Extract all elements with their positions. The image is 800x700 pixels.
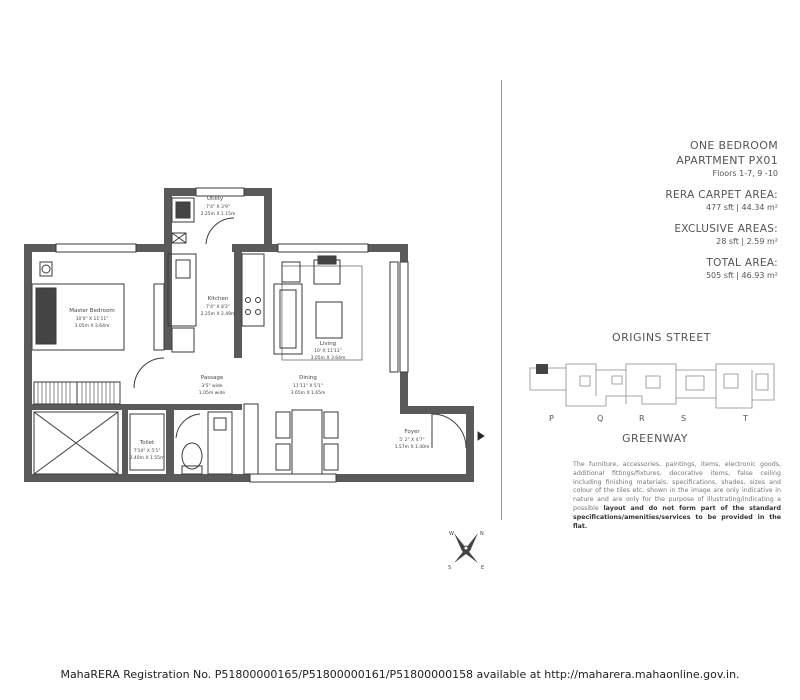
- sofa: [274, 284, 302, 354]
- wall-wash-top: [172, 404, 242, 410]
- wc: [182, 443, 202, 469]
- disclaimer: [573, 461, 781, 531]
- apartment-floors: Floors 1-7, 9 -10: [712, 169, 778, 178]
- compass-e: E: [481, 565, 485, 571]
- kitchen-imperial: 7'4" X 8'2": [205, 305, 231, 310]
- vertical-divider: [501, 80, 502, 520]
- bed-pillows: [36, 288, 56, 344]
- wash-basin: [214, 418, 226, 430]
- utility-duct-cross: [172, 233, 186, 243]
- street-bottom: GREENWAY: [622, 432, 688, 445]
- wall-foyer-right: [466, 406, 474, 482]
- disclaimer-bold: layout and do not form part of the standard specifications/amenities/services to be provided in the flat.: [573, 504, 781, 530]
- dining-chair-4: [324, 444, 338, 470]
- compass-n: N: [480, 531, 484, 537]
- apartment-type-line1: ONE BEDROOM: [689, 139, 778, 152]
- bedroom-name: Master Bedroom: [69, 308, 115, 314]
- wing-q: Q: [597, 414, 604, 423]
- burner-2: [256, 298, 261, 303]
- utility-name: Utility: [206, 196, 224, 202]
- window-utility: [196, 188, 244, 196]
- wc-tank: [182, 466, 202, 474]
- wing-r: R: [639, 414, 645, 423]
- rera-footer: MahaRERA Registration No. P51800000165/P51800000161/P51800000158 available at http://maharera.mahaonline.gov.in.: [60, 668, 740, 681]
- wall-toilet-left: [122, 410, 128, 480]
- wall-kitchen-right: [234, 244, 242, 358]
- passage-imperial: 3'5" wide: [201, 384, 223, 389]
- wall-utility-right: [264, 188, 272, 252]
- window-living: [278, 244, 368, 252]
- wall-utility-left: [164, 188, 172, 252]
- living-name: Living: [319, 341, 337, 347]
- passage-name: Passage: [200, 375, 224, 381]
- window-right: [400, 262, 408, 372]
- main-door-swing: [432, 414, 466, 448]
- dining-chair-3: [324, 412, 338, 438]
- wall-toilet-right: [166, 404, 174, 480]
- sofa-cushion: [280, 290, 296, 348]
- side-table: [282, 262, 300, 282]
- dining-table: [292, 410, 322, 474]
- utility-door-swing: [206, 218, 234, 244]
- dining-chair-1: [276, 412, 290, 438]
- toilet-metric: 2.40m X 1.55m: [129, 456, 165, 461]
- utility-metric: 2.25m X 1.15m: [200, 212, 236, 217]
- wing-t: T: [743, 414, 748, 423]
- window-bedroom: [56, 244, 136, 252]
- window-dining: [250, 474, 336, 482]
- armchair-back: [318, 256, 336, 264]
- px01-location-marker: [536, 364, 548, 374]
- compass-s: S: [448, 565, 452, 571]
- bedroom-tv-unit: [154, 284, 164, 350]
- total-value: 505 sft | 46.93 m²: [705, 271, 778, 280]
- toilet-door-swing: [176, 414, 200, 438]
- exclusive-value: 28 sft | 2.59 m²: [716, 237, 778, 246]
- apartment-type-line2: APARTMENT PX01: [676, 154, 778, 167]
- dining-metric: 3.65m X 1.65m: [290, 391, 326, 396]
- passage-cabinet: [244, 404, 258, 474]
- passage-metric: 1.05m wide: [198, 391, 226, 396]
- bedroom-metric: 3.05m X 3.64m: [74, 324, 110, 329]
- shower-cross: [34, 412, 118, 474]
- foyer-name: Foyer: [404, 429, 420, 435]
- exclusive-label: EXCLUSIVE AREAS:: [674, 223, 778, 235]
- burner-3: [246, 310, 251, 315]
- foyer-metric: 1.57m X 1.40m: [394, 445, 430, 450]
- toilet-imperial: 7'10" X 5'1": [133, 449, 161, 454]
- compass-w: W: [449, 531, 454, 537]
- wardrobe-hangers: [38, 382, 114, 404]
- living-imperial: 10' X 11'11": [314, 349, 342, 354]
- utility-imperial: 7'4" X 3'9": [205, 205, 231, 210]
- bedroom-door-swing: [134, 358, 164, 388]
- washing-machine-drum: [176, 202, 190, 218]
- rera-carpet-value: 477 sft | 44.34 m²: [705, 203, 778, 212]
- disclaimer-regular: The furniture, accessories, paintings, items, electronic goods, additional fittings/fixtures, decorative items, false ceiling including finishing materials, specifications, shades, sizes and colour of the tiles etc. shown in the image are only indicative in nature and are only for the purpose of illustrating/indicating a possible: [573, 461, 781, 512]
- foyer-imperial: 5' 2" X 4'7": [399, 438, 425, 443]
- kitchen-name: Kitchen: [207, 296, 229, 302]
- living-metric: 3.05m X 3.64m: [310, 356, 346, 361]
- wing-s: S: [681, 414, 687, 423]
- entry-arrow-icon: [478, 432, 484, 440]
- living-tv-unit: [390, 262, 398, 372]
- kitchen-sink: [176, 260, 190, 278]
- burner-4: [256, 310, 261, 315]
- burner-1: [246, 298, 251, 303]
- compass-icon: [448, 531, 484, 571]
- kitchen-metric: 2.25m X 2.49m: [200, 312, 236, 317]
- street-top: ORIGINS STREET: [612, 331, 711, 344]
- kitchen-counter-right: [242, 254, 264, 326]
- key-plan: [526, 360, 782, 412]
- dining-imperial: 11'11" X 5'1": [293, 384, 323, 389]
- wing-p: P: [549, 414, 554, 423]
- rera-carpet-label: RERA CARPET AREA:: [665, 189, 778, 201]
- wall-bath-top: [24, 404, 172, 410]
- dining-chair-2: [276, 444, 290, 470]
- total-label: TOTAL AREA:: [706, 257, 778, 269]
- wall-left: [24, 244, 32, 482]
- coffee-table: [316, 302, 342, 338]
- toilet-name: Toilet: [139, 440, 155, 446]
- kitchen-counter-left: [168, 254, 196, 326]
- wall-foyer-top: [400, 406, 474, 414]
- bedroom-imperial: 10'0" X 11'11": [75, 317, 109, 322]
- refrigerator: [172, 328, 194, 352]
- bedside-lamp: [42, 265, 50, 273]
- dining-name: Dining: [299, 375, 317, 381]
- apartment-info: [665, 138, 778, 282]
- wall-bottom: [24, 474, 474, 482]
- wash-counter: [208, 412, 232, 474]
